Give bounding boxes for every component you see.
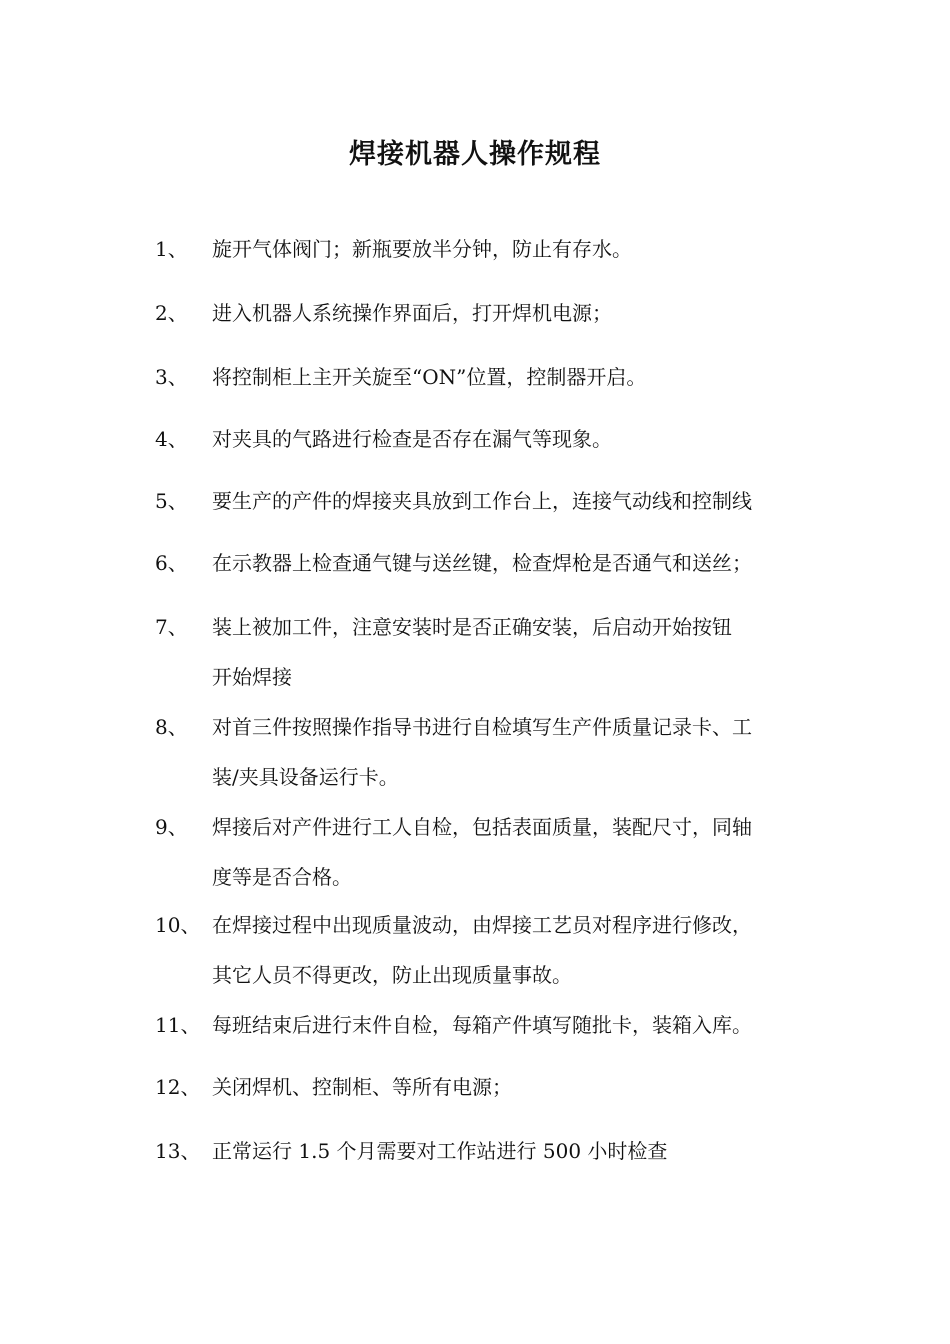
step-text: 进入机器人系统操作界面后，打开焊机电源； bbox=[212, 301, 612, 325]
step-text-continuation: 其它人员不得更改，防止出现质量事故。 bbox=[212, 963, 572, 987]
step-number: 2、 bbox=[155, 301, 188, 325]
step-number: 11、 bbox=[155, 1013, 201, 1037]
step-number: 6、 bbox=[155, 551, 188, 575]
step-text-continuation: 装/夹具设备运行卡。 bbox=[212, 765, 399, 789]
step-text: 对首三件按照操作指导书进行自检填写生产件质量记录卡、工 bbox=[212, 715, 752, 739]
step-text: 每班结束后进行末件自检，每箱产件填写随批卡，装箱入库。 bbox=[212, 1013, 752, 1037]
step-text: 焊接后对产件进行工人自检，包括表面质量，装配尺寸，同轴 bbox=[212, 815, 752, 839]
step-text-continuation: 开始焊接 bbox=[212, 665, 292, 689]
step-number: 8、 bbox=[155, 715, 188, 739]
step-text: 对夹具的气路进行检查是否存在漏气等现象。 bbox=[212, 427, 612, 451]
step-number: 5、 bbox=[155, 489, 188, 513]
step-text-continuation: 度等是否合格。 bbox=[212, 865, 352, 889]
step-number: 12、 bbox=[155, 1075, 201, 1099]
step-number: 3、 bbox=[155, 365, 188, 389]
document-title: 焊接机器人操作规程 bbox=[349, 139, 601, 170]
step-text: 装上被加工件，注意安装时是否正确安装，后启动开始按钮 bbox=[212, 615, 732, 639]
step-number: 9、 bbox=[155, 815, 188, 839]
step-text: 将控制柜上主开关旋至“ON”位置，控制器开启。 bbox=[212, 365, 647, 389]
step-number: 10、 bbox=[155, 913, 201, 937]
step-number: 13、 bbox=[155, 1139, 201, 1163]
step-text: 在示教器上检查通气键与送丝键，检查焊枪是否通气和送丝； bbox=[212, 551, 752, 575]
step-text: 正常运行 1.5 个月需要对工作站进行 500 小时检查 bbox=[212, 1139, 668, 1163]
step-number: 7、 bbox=[155, 615, 188, 639]
step-text: 要生产的产件的焊接夹具放到工作台上，连接气动线和控制线 bbox=[212, 489, 752, 513]
step-number: 1、 bbox=[155, 237, 188, 261]
step-text: 关闭焊机、控制柜、等所有电源； bbox=[212, 1075, 512, 1099]
step-text: 旋开气体阀门；新瓶要放半分钟，防止有存水。 bbox=[212, 237, 632, 261]
step-text: 在焊接过程中出现质量波动，由焊接工艺员对程序进行修改， bbox=[212, 913, 752, 937]
step-number: 4、 bbox=[155, 427, 188, 451]
